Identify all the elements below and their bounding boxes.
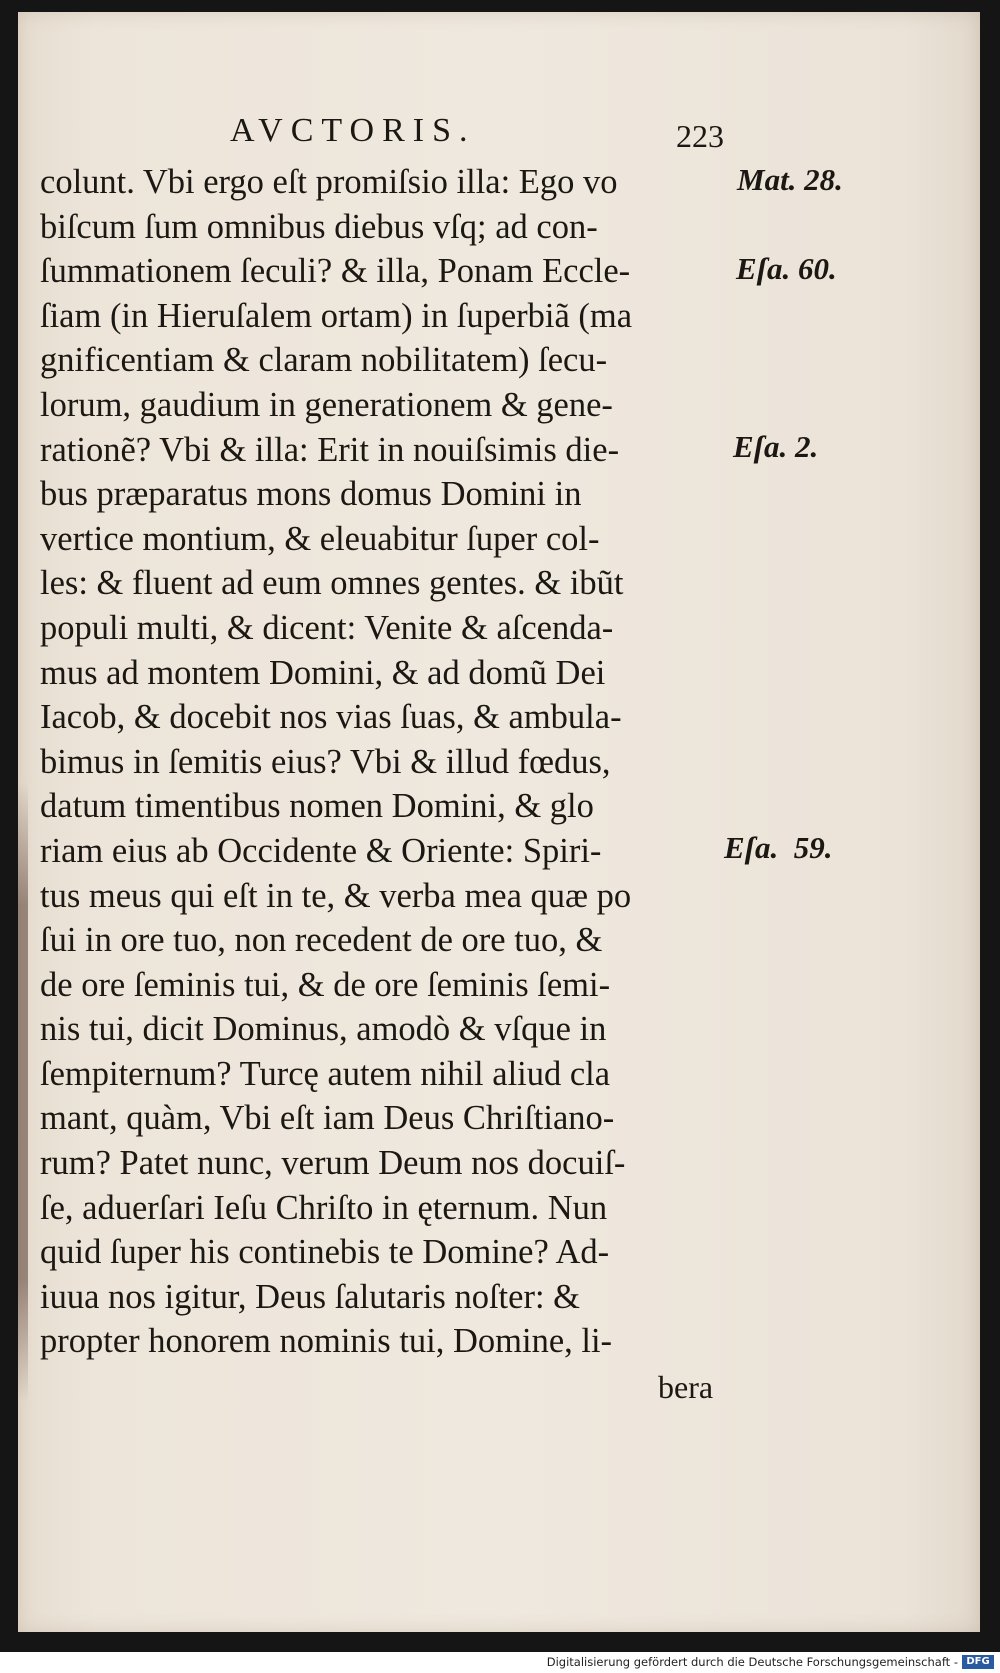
text-line: de ore ſeminis tui, & de ore ſeminis ſemi-: [40, 965, 611, 1004]
funding-credit: Digitalisierung gefördert durch die Deutsche Forschungsgemeinschaft -: [546, 1655, 958, 1669]
text-line: rationẽ? Vbi & illa: Erit in nouiſsimis die-: [40, 430, 620, 469]
text-line: bimus in ſemitis eius? Vbi & illud fœdus,: [40, 742, 611, 781]
margin-note-isaiah-59: Eſa. 59.: [724, 830, 833, 865]
text-line: propter honorem nominis tui, Domine, li-: [40, 1322, 613, 1361]
text-line: datum timentibus nomen Domini, & glo: [40, 787, 594, 826]
dfg-logo-icon: DFG: [962, 1655, 994, 1669]
text-line: les: & fluent ad eum omnes gentes. & ibũt: [40, 564, 624, 603]
text-line: biſcum ſum omnibus diebus vſq; ad con-: [40, 207, 598, 246]
text-line: ſummationem ſeculi? & illa, Ponam Eccle-: [40, 252, 631, 291]
text-line: ſiam (in Hieruſalem ortam) in ſuperbiã (ma: [40, 296, 633, 335]
margin-note-isaiah-2: Eſa. 2.: [733, 429, 819, 464]
text-line: lorum, gaudium in generationem & gene-: [40, 385, 613, 424]
text-line: gnificentiam & claram nobilitatem) ſecu-: [40, 341, 608, 380]
text-line: tus meus qui eſt in te, & verba mea quæ po: [40, 876, 632, 915]
page-number: 223: [676, 118, 724, 154]
text-line: mant, quàm, Vbi eſt iam Deus Chriſtiano-: [40, 1099, 615, 1138]
text-line: colunt. Vbi ergo eſt promiſsio illa: Ego vo: [40, 163, 618, 201]
text-line: riam eius ab Occidente & Oriente: Spiri-: [40, 831, 602, 870]
text-line: mus ad montem Domini, & ad domũ Dei: [40, 653, 606, 692]
text-line: rum? Patet nunc, verum Deum nos docuiſ-: [40, 1144, 626, 1183]
body-text: [40, 160, 632, 1364]
text-line: nis tui, dicit Dominus, amodò & vſque in: [40, 1010, 607, 1049]
text-line: iuua nos igitur, Deus ſalutaris noſter: &: [40, 1277, 580, 1316]
text-line: quid ſuper his continebis te Domine? Ad-: [40, 1233, 610, 1272]
catchword: bera: [658, 1369, 714, 1405]
running-head: AVCTORIS.: [230, 112, 476, 149]
text-line: ſe, aduerſari Ieſu Chriſto in ęternum. Nun: [40, 1188, 608, 1227]
margin-note-isaiah-60: Eſa. 60.: [736, 251, 837, 286]
text-line: ſui in ore tuo, non recedent de ore tuo, &: [40, 921, 603, 960]
text-line: bus præparatus mons domus Domini in: [40, 475, 582, 514]
text-line: Iacob, & docebit nos vias ſuas, & ambula-: [40, 698, 622, 737]
text-line: vertice montium, & eleuabitur ſuper col-: [40, 519, 600, 558]
margin-note-matthew: Mat. 28.: [737, 162, 843, 197]
text-line: populi multi, & dicent: Venite & aſcenda-: [40, 608, 614, 647]
page-edge-stain: [18, 782, 28, 1402]
text-line: ſempiternum? Turcę autem nihil aliud cla: [40, 1054, 611, 1093]
